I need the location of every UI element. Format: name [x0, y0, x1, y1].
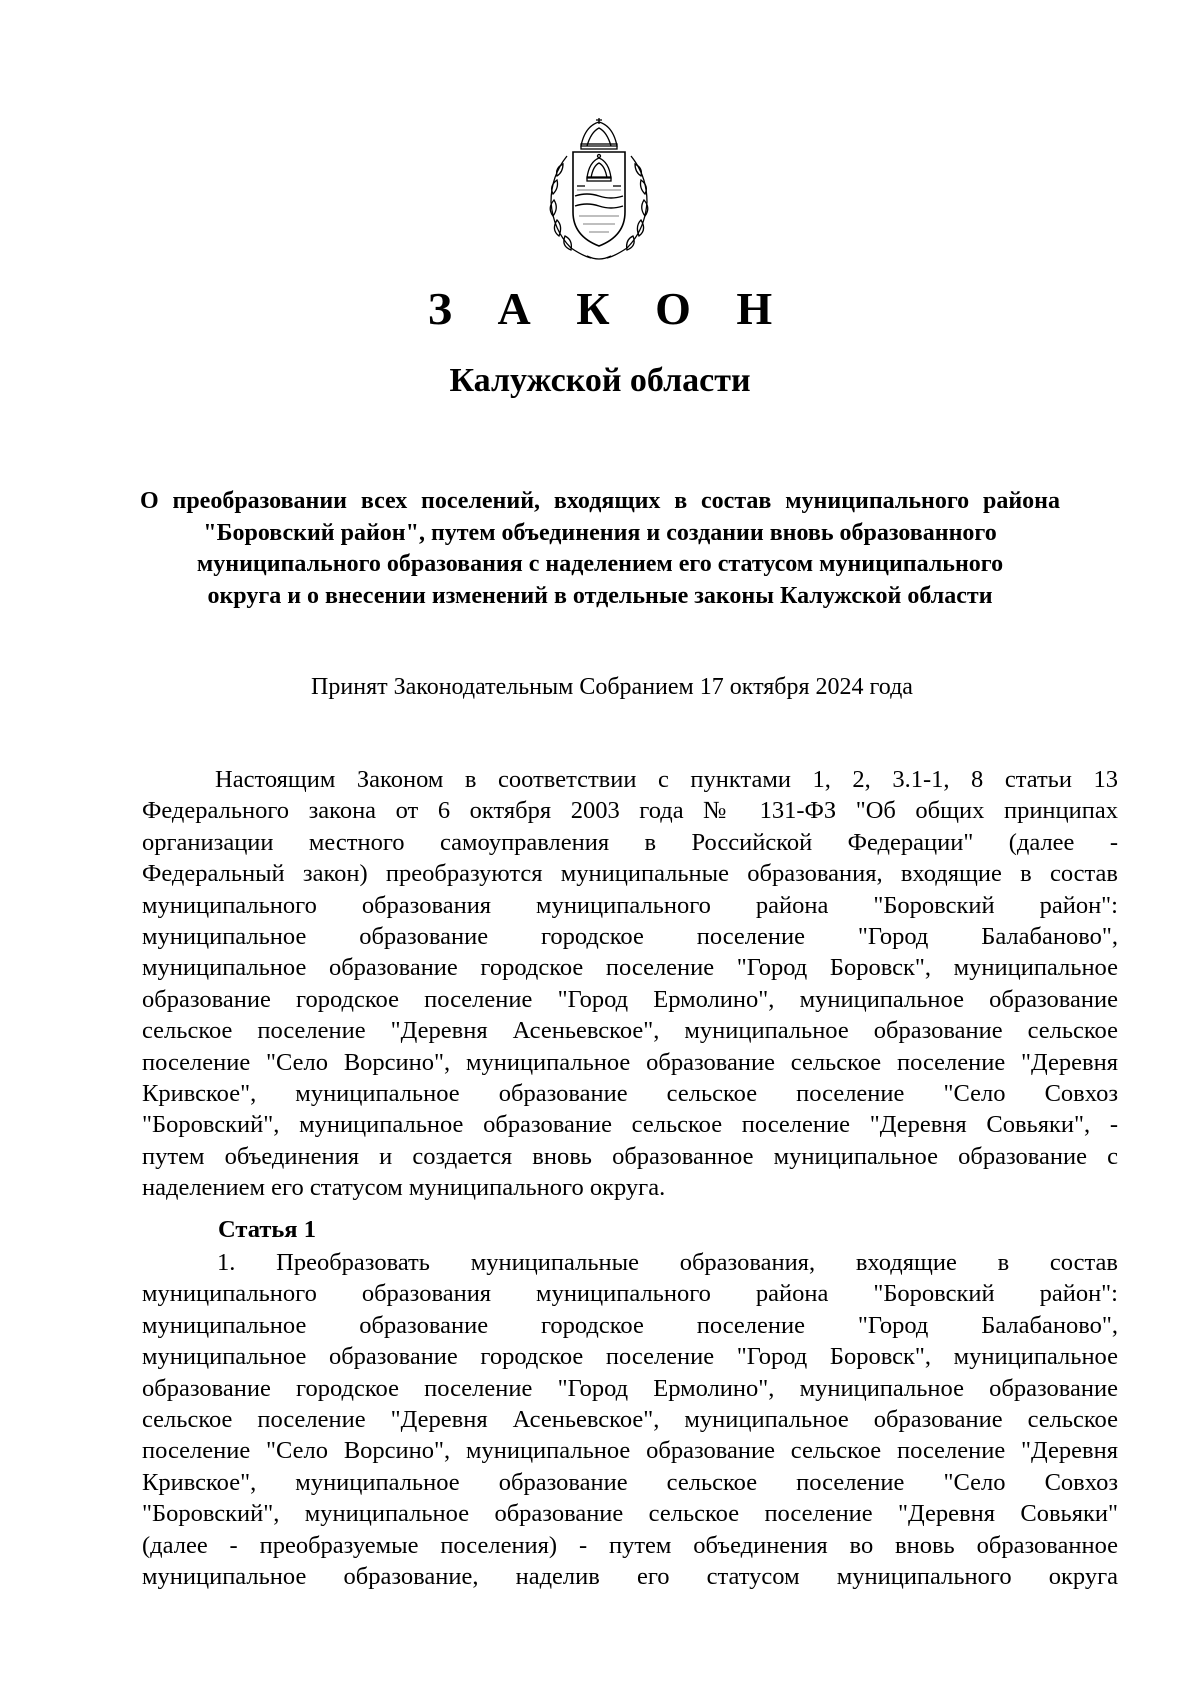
paragraph-line: муниципальное образование городское поселение "Город Балабаново", — [142, 1311, 1118, 1339]
paragraph-line: сельское поселение "Деревня Асеньевское", муниципальное образование сельское — [142, 1406, 1118, 1434]
article-title: Статья 1 — [218, 1216, 316, 1243]
document-subtitle: Калужской области — [449, 362, 751, 399]
law-heading-line: муниципального образования с наделением его статусом муниципального — [196, 551, 1004, 577]
paragraph-line: образование городское поселение "Город Ермолино", муниципальное образование — [142, 1374, 1118, 1402]
law-heading — [140, 486, 1060, 612]
paragraph-line: поселение "Село Ворсино", муниципальное образование сельское поселение "Деревня — [142, 1048, 1118, 1076]
paragraph-line: муниципальное образование городское поселение "Город Боровск", муниципальное — [142, 1343, 1118, 1371]
paragraph-line: муниципального образования муниципального района "Боровский район": — [142, 1280, 1118, 1308]
paragraph-line: муниципального образования муниципального района "Боровский район": — [142, 891, 1118, 919]
law-heading-line: "Боровский район", путем объединения и создании вновь образованного — [203, 519, 997, 546]
paragraph-line: Федеральный закон) преобразуются муниципальные образования, входящие в состав — [142, 860, 1118, 888]
paragraph-line: "Боровский", муниципальное образование сельское поселение "Деревня Совьяки", - — [142, 1111, 1118, 1139]
paragraph-line: муниципальное образование, наделив его статусом муниципального округа — [142, 1563, 1118, 1591]
paragraph-line: сельское поселение "Деревня Асеньевское", муниципальное образование сельское — [142, 1017, 1118, 1045]
paragraph-line: организации местного самоуправления в Российской Федерации" (далее - — [142, 828, 1118, 856]
paragraph-line: образование городское поселение "Город Ермолино", муниципальное образование — [142, 985, 1118, 1013]
paragraph-line: Кривское", муниципальное образование сельское поселение "Село Совхоз — [142, 1080, 1118, 1108]
adoption-note: Принят Законодательным Собранием 17 октября 2024 года — [311, 674, 913, 700]
paragraph-line: 1. Преобразовать муниципальные образования, входящие в состав — [217, 1249, 1118, 1276]
paragraph-line: наделением его статусом муниципального округа. — [142, 1174, 666, 1202]
paragraph-line: "Боровский", муниципальное образование сельское поселение "Деревня Совьяки" — [142, 1500, 1118, 1528]
law-heading-line: О преобразовании всех поселений, входящих в состав муниципального района — [140, 488, 1060, 514]
paragraph-line: Федерального закона от 6 октября 2003 года № 131-ФЗ "Об общих принципах — [142, 797, 1118, 825]
paragraph-line: муниципальное образование городское поселение "Город Балабаново", — [142, 923, 1118, 951]
paragraph-line: муниципальное образование городское поселение "Город Боровск", муниципальное — [142, 954, 1118, 982]
preamble-paragraph — [142, 764, 1118, 1204]
law-heading-line: округа и о внесении изменений в отдельные законы Калужской области — [207, 582, 993, 609]
document-title: З А К О Н — [427, 283, 790, 334]
paragraph-line: поселение "Село Ворсино", муниципальное образование сельское поселение "Деревня — [142, 1437, 1118, 1465]
paragraph-line: Кривское", муниципальное образование сельское поселение "Село Совхоз — [142, 1468, 1118, 1496]
article-1-paragraph — [142, 1247, 1118, 1592]
paragraph-line: Настоящим Законом в соответствии с пунктами 1, 2, 3.1-1, 8 статьи 13 — [215, 766, 1118, 793]
kaluga-oblast-coat-of-arms-icon — [537, 116, 661, 264]
paragraph-line: путем объединения и создается вновь образованное муниципальное образование с — [142, 1142, 1118, 1170]
paragraph-line: (далее - преобразуемые поселения) - путем объединения во вновь образованное — [142, 1531, 1118, 1559]
